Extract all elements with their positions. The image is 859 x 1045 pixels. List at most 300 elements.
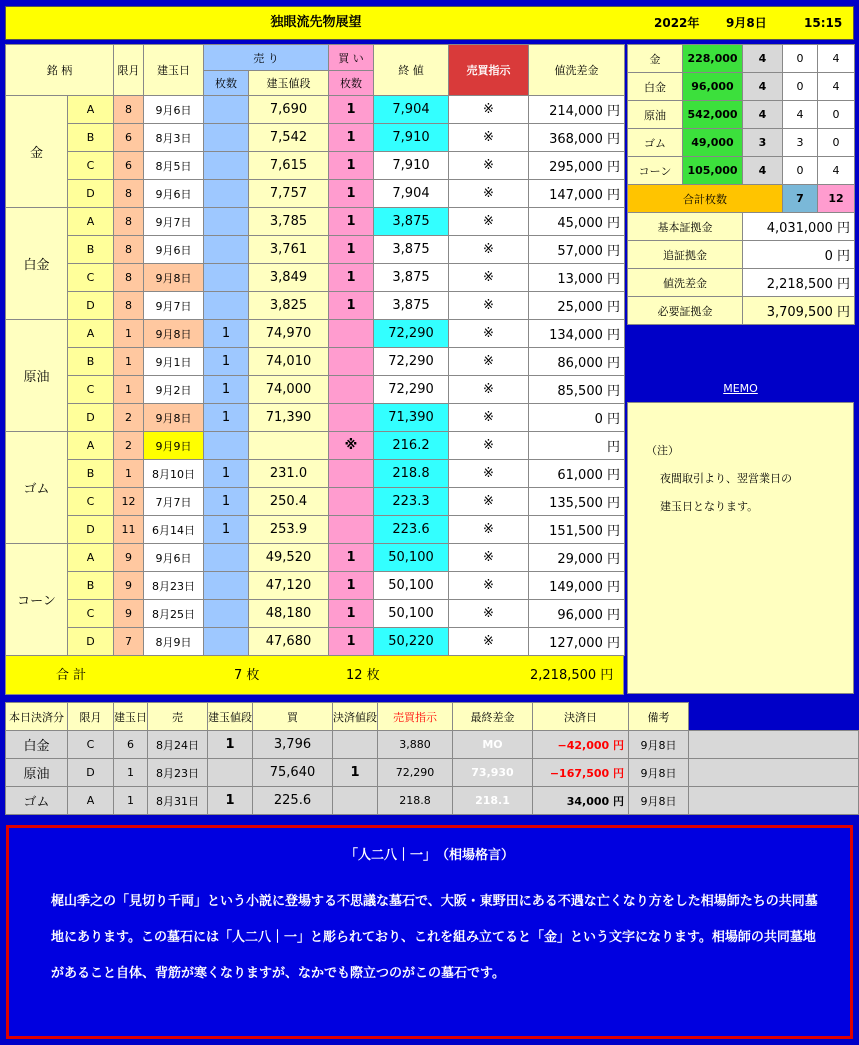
open-price: 231.0	[249, 460, 329, 488]
margin-sell: 4	[783, 101, 818, 129]
buy-qty: 1	[329, 572, 374, 600]
count-sell: 7	[783, 185, 818, 213]
col-close: 終 値	[374, 45, 449, 96]
margin-qty: 4	[743, 73, 783, 101]
diff-value: 214,000 円	[529, 96, 625, 124]
diff-value: 2,218,500 円	[743, 269, 855, 297]
close-price: 71,390	[374, 404, 449, 432]
diff-value: 25,000 円	[529, 292, 625, 320]
contract-key: D	[68, 628, 114, 656]
open-date: 9月6日	[144, 236, 204, 264]
contract-key: C	[68, 152, 114, 180]
settle-note	[689, 787, 859, 815]
sell-qty: 1	[204, 376, 249, 404]
sell-qty	[204, 152, 249, 180]
close-price: 3,875	[374, 236, 449, 264]
close-price: 50,100	[374, 600, 449, 628]
instruction: ※	[449, 320, 529, 348]
contract-month: 6	[114, 152, 144, 180]
open-date: 8月23日	[144, 572, 204, 600]
contract-month: 8	[114, 292, 144, 320]
margin-qty: 4	[743, 157, 783, 185]
contract-key: B	[68, 348, 114, 376]
close-price: 72,290	[374, 320, 449, 348]
table-row	[6, 180, 625, 208]
settle-open-date: 8月31日	[148, 787, 208, 815]
diff-value: 13,000 円	[529, 264, 625, 292]
commodity-name: 白金	[6, 208, 68, 320]
margin-amount: 96,000	[683, 73, 743, 101]
settle-key: A	[68, 787, 114, 815]
settlement-header	[6, 703, 859, 731]
sell-qty	[204, 180, 249, 208]
margin-sell: 0	[783, 73, 818, 101]
instruction: ※	[449, 348, 529, 376]
buy-qty: 1	[329, 96, 374, 124]
open-date: 9月2日	[144, 376, 204, 404]
sell-qty	[204, 572, 249, 600]
sell-qty: 1	[204, 488, 249, 516]
open-date: 9月1日	[144, 348, 204, 376]
memo-panel	[627, 402, 854, 694]
settle-instruction: 73,930	[453, 759, 533, 787]
page-title: 独眼流先物展望	[270, 15, 362, 30]
col-sell: 売 り	[204, 45, 329, 71]
close-price: 7,910	[374, 124, 449, 152]
buy-qty: 1	[329, 124, 374, 152]
margin-qty: 4	[743, 45, 783, 73]
sell-qty: 1	[204, 320, 249, 348]
open-price: 47,680	[249, 628, 329, 656]
settle-month: 6	[114, 731, 148, 759]
settle-col: 決済値段	[333, 703, 378, 731]
close-price: 216.2	[374, 432, 449, 460]
open-price	[249, 432, 329, 460]
open-date: 9月6日	[144, 96, 204, 124]
settlement-row	[6, 787, 859, 815]
settle-instruction: MO	[453, 731, 533, 759]
instruction: ※	[449, 488, 529, 516]
contract-month: 9	[114, 600, 144, 628]
table-row	[6, 320, 625, 348]
buy-qty	[329, 488, 374, 516]
settle-name: ゴム	[6, 787, 68, 815]
settle-price: 3,880	[378, 731, 453, 759]
margin-amount: 105,000	[683, 157, 743, 185]
settle-key: C	[68, 731, 114, 759]
settle-month: 1	[114, 759, 148, 787]
header-time: 15:15	[804, 16, 843, 30]
contract-key: D	[68, 404, 114, 432]
open-date: 9月8日	[144, 264, 204, 292]
open-date: 9月7日	[144, 208, 204, 236]
col-buy-qty: 枚数	[329, 71, 374, 96]
quote-panel	[6, 825, 853, 1039]
diff-value: 151,500 円	[529, 516, 625, 544]
sell-qty	[204, 292, 249, 320]
total-bar	[5, 655, 624, 695]
open-date: 9月9日	[144, 432, 204, 460]
open-price: 3,761	[249, 236, 329, 264]
memo-line-1: 夜間取引より、翌営業日の	[660, 472, 792, 485]
open-date: 9月6日	[144, 544, 204, 572]
memo-note-label: （注）	[646, 444, 679, 457]
open-date: 8月25日	[144, 600, 204, 628]
table-row	[6, 628, 625, 656]
buy-qty: 1	[329, 264, 374, 292]
table-row	[6, 152, 625, 180]
settle-open-price: 75,640	[253, 759, 333, 787]
margin-row	[628, 101, 855, 129]
settle-price: 72,290	[378, 759, 453, 787]
col-buy: 買 い	[329, 45, 374, 71]
total-amount: 2,218,500 円	[530, 668, 614, 683]
sell-qty	[204, 208, 249, 236]
contract-month: 6	[114, 124, 144, 152]
settle-month: 1	[114, 787, 148, 815]
contract-month: 8	[114, 236, 144, 264]
settle-note	[689, 759, 859, 787]
settle-col: 買	[253, 703, 333, 731]
settle-col: 最終差金	[453, 703, 533, 731]
open-price: 250.4	[249, 488, 329, 516]
col-open-price: 建玉値段	[249, 71, 329, 96]
settle-open-date: 8月23日	[148, 759, 208, 787]
settlement-row	[6, 731, 859, 759]
settle-col: 限月	[68, 703, 114, 731]
contract-month: 1	[114, 320, 144, 348]
buy-qty: 1	[329, 180, 374, 208]
margin-name: ゴム	[628, 129, 683, 157]
buy-qty: 1	[329, 628, 374, 656]
open-price: 7,690	[249, 96, 329, 124]
margin-row	[628, 129, 855, 157]
add-value: 0 円	[743, 241, 855, 269]
instruction: ※	[449, 264, 529, 292]
col-month: 限月	[114, 45, 144, 96]
settle-date: 9月8日	[629, 759, 689, 787]
instruction: ※	[449, 600, 529, 628]
table-row	[6, 264, 625, 292]
contract-key: A	[68, 208, 114, 236]
contract-month: 2	[114, 404, 144, 432]
open-price: 7,757	[249, 180, 329, 208]
table-row	[6, 516, 625, 544]
table-row	[6, 544, 625, 572]
col-instruction: 売買指示	[449, 45, 529, 96]
settle-sell	[208, 759, 253, 787]
contract-key: A	[68, 96, 114, 124]
buy-qty: ※	[329, 432, 374, 460]
diff-value: 147,000 円	[529, 180, 625, 208]
close-price: 3,875	[374, 208, 449, 236]
open-date: 9月8日	[144, 404, 204, 432]
margin-buy: 0	[818, 101, 855, 129]
table-row	[6, 376, 625, 404]
sell-qty: 1	[204, 404, 249, 432]
settle-key: D	[68, 759, 114, 787]
margin-buy: 4	[818, 45, 855, 73]
contract-month: 7	[114, 628, 144, 656]
diff-value: 85,500 円	[529, 376, 625, 404]
sell-qty	[204, 600, 249, 628]
header-year: 2022年	[654, 16, 700, 30]
sell-qty	[204, 264, 249, 292]
contract-key: C	[68, 600, 114, 628]
contract-month: 12	[114, 488, 144, 516]
instruction: ※	[449, 404, 529, 432]
contract-month: 9	[114, 544, 144, 572]
settle-buy: 1	[333, 759, 378, 787]
open-price: 74,000	[249, 376, 329, 404]
contract-key: B	[68, 236, 114, 264]
contract-key: B	[68, 460, 114, 488]
buy-qty: 1	[329, 544, 374, 572]
buy-qty	[329, 320, 374, 348]
diff-value: 96,000 円	[529, 600, 625, 628]
diff-value: 135,500 円	[529, 488, 625, 516]
contract-month: 2	[114, 432, 144, 460]
settle-sell: 1	[208, 787, 253, 815]
instruction: ※	[449, 376, 529, 404]
margin-amount: 542,000	[683, 101, 743, 129]
sell-qty: 1	[204, 460, 249, 488]
margin-row	[628, 157, 855, 185]
open-price: 47,120	[249, 572, 329, 600]
contract-key: C	[68, 376, 114, 404]
instruction: ※	[449, 460, 529, 488]
instruction: ※	[449, 572, 529, 600]
settle-instruction: 218.1	[453, 787, 533, 815]
add-label: 追証拠金	[628, 241, 743, 269]
close-price: 7,904	[374, 180, 449, 208]
contract-month: 9	[114, 572, 144, 600]
settle-col: 売	[148, 703, 208, 731]
close-price: 50,220	[374, 628, 449, 656]
close-price: 7,910	[374, 152, 449, 180]
buy-qty: 1	[329, 236, 374, 264]
table-row	[6, 348, 625, 376]
close-price: 223.3	[374, 488, 449, 516]
settle-price: 218.8	[378, 787, 453, 815]
close-price: 3,875	[374, 264, 449, 292]
sell-qty	[204, 124, 249, 152]
need-label: 必要証拠金	[628, 297, 743, 325]
buy-qty: 1	[329, 600, 374, 628]
settle-name: 原油	[6, 759, 68, 787]
open-price: 49,520	[249, 544, 329, 572]
contract-key: A	[68, 320, 114, 348]
open-price: 3,785	[249, 208, 329, 236]
table-row	[6, 488, 625, 516]
margin-name: コーン	[628, 157, 683, 185]
sell-qty	[204, 432, 249, 460]
table-row	[6, 572, 625, 600]
open-price: 71,390	[249, 404, 329, 432]
commodity-name: 原油	[6, 320, 68, 432]
diff-value: 61,000 円	[529, 460, 625, 488]
total-sell: 7 枚	[234, 668, 260, 683]
open-date: 8月9日	[144, 628, 204, 656]
settle-col: 売買指示	[378, 703, 453, 731]
open-date: 8月5日	[144, 152, 204, 180]
buy-qty: 1	[329, 292, 374, 320]
instruction: ※	[449, 516, 529, 544]
settle-name: 白金	[6, 731, 68, 759]
buy-qty	[329, 348, 374, 376]
margin-buy: 4	[818, 157, 855, 185]
table-row	[6, 208, 625, 236]
margin-row	[628, 45, 855, 73]
margin-name: 白金	[628, 73, 683, 101]
instruction: ※	[449, 628, 529, 656]
open-price: 74,970	[249, 320, 329, 348]
settle-final: 34,000 円	[533, 787, 629, 815]
table-row	[6, 600, 625, 628]
settle-col: 決済日	[533, 703, 629, 731]
diff-value: 45,000 円	[529, 208, 625, 236]
contract-key: D	[68, 292, 114, 320]
close-price: 218.8	[374, 460, 449, 488]
close-price: 7,904	[374, 96, 449, 124]
settle-open-date: 8月24日	[148, 731, 208, 759]
open-price: 48,180	[249, 600, 329, 628]
contract-key: B	[68, 124, 114, 152]
basic-value: 4,031,000 円	[743, 213, 855, 241]
instruction: ※	[449, 152, 529, 180]
open-date: 7月7日	[144, 488, 204, 516]
count-buy: 12	[818, 185, 855, 213]
diff-value: 368,000 円	[529, 124, 625, 152]
positions-table	[5, 44, 625, 656]
settle-date: 9月8日	[629, 731, 689, 759]
col-name: 銘 柄	[6, 45, 114, 96]
close-price: 223.6	[374, 516, 449, 544]
buy-qty: 1	[329, 208, 374, 236]
settle-final: −167,500 円	[533, 759, 629, 787]
table-row	[6, 460, 625, 488]
table-row	[6, 404, 625, 432]
memo-line-2: 建玉日となります。	[660, 500, 759, 513]
margin-name: 金	[628, 45, 683, 73]
contract-key: D	[68, 180, 114, 208]
contract-month: 1	[114, 376, 144, 404]
contract-key: C	[68, 264, 114, 292]
instruction: ※	[449, 208, 529, 236]
margin-sell: 3	[783, 129, 818, 157]
instruction: ※	[449, 236, 529, 264]
diff-value: 127,000 円	[529, 628, 625, 656]
table-row	[6, 124, 625, 152]
open-date: 8月3日	[144, 124, 204, 152]
total-label: 合 計	[56, 668, 87, 683]
col-sell-qty: 枚数	[204, 71, 249, 96]
contract-month: 1	[114, 348, 144, 376]
open-price: 74,010	[249, 348, 329, 376]
margin-name: 原油	[628, 101, 683, 129]
open-date: 9月6日	[144, 180, 204, 208]
instruction: ※	[449, 544, 529, 572]
settle-open-price: 3,796	[253, 731, 333, 759]
table-row	[6, 96, 625, 124]
margin-qty: 3	[743, 129, 783, 157]
commodity-name: ゴム	[6, 432, 68, 544]
table-row	[6, 292, 625, 320]
open-price: 253.9	[249, 516, 329, 544]
instruction: ※	[449, 292, 529, 320]
memo-link[interactable]: MEMO	[723, 382, 758, 395]
margin-row	[628, 73, 855, 101]
settlement-row	[6, 759, 859, 787]
margin-table	[627, 44, 855, 325]
sell-qty	[204, 544, 249, 572]
instruction: ※	[449, 432, 529, 460]
open-date: 6月14日	[144, 516, 204, 544]
diff-label: 値洗差金	[628, 269, 743, 297]
close-price: 50,100	[374, 572, 449, 600]
instruction: ※	[449, 96, 529, 124]
contract-month: 11	[114, 516, 144, 544]
header-date: 9月8日	[726, 16, 767, 30]
settle-open-price: 225.6	[253, 787, 333, 815]
settle-col: 建玉値段	[208, 703, 253, 731]
total-buy: 12 枚	[346, 668, 380, 683]
diff-value: 86,000 円	[529, 348, 625, 376]
settle-buy	[333, 787, 378, 815]
open-price: 7,615	[249, 152, 329, 180]
commodity-name: 金	[6, 96, 68, 208]
open-date: 8月10日	[144, 460, 204, 488]
commodity-name: コーン	[6, 544, 68, 656]
buy-qty	[329, 460, 374, 488]
open-date: 9月7日	[144, 292, 204, 320]
margin-amount: 49,000	[683, 129, 743, 157]
close-price: 72,290	[374, 348, 449, 376]
buy-qty	[329, 376, 374, 404]
sell-qty: 1	[204, 516, 249, 544]
instruction: ※	[449, 124, 529, 152]
table-row	[6, 236, 625, 264]
contract-key: B	[68, 572, 114, 600]
settle-final: −42,000 円	[533, 731, 629, 759]
open-date: 9月8日	[144, 320, 204, 348]
basic-label: 基本証拠金	[628, 213, 743, 241]
count-label: 合計枚数	[628, 185, 783, 213]
open-price: 7,542	[249, 124, 329, 152]
sell-qty: 1	[204, 348, 249, 376]
contract-month: 8	[114, 208, 144, 236]
sell-qty	[204, 96, 249, 124]
settle-col: 本日決済分	[6, 703, 68, 731]
contract-month: 8	[114, 180, 144, 208]
diff-value: 29,000 円	[529, 544, 625, 572]
header-bar	[5, 6, 854, 40]
margin-amount: 228,000	[683, 45, 743, 73]
settle-sell: 1	[208, 731, 253, 759]
contract-key: A	[68, 432, 114, 460]
close-price: 3,875	[374, 292, 449, 320]
col-open-date: 建玉日	[144, 45, 204, 96]
settle-col: 建玉日	[114, 703, 148, 731]
diff-value: 円	[529, 432, 625, 460]
margin-qty: 4	[743, 101, 783, 129]
diff-value: 57,000 円	[529, 236, 625, 264]
settle-note	[689, 731, 859, 759]
margin-buy: 4	[818, 73, 855, 101]
sell-qty	[204, 236, 249, 264]
contract-key: C	[68, 488, 114, 516]
margin-sell: 0	[783, 157, 818, 185]
